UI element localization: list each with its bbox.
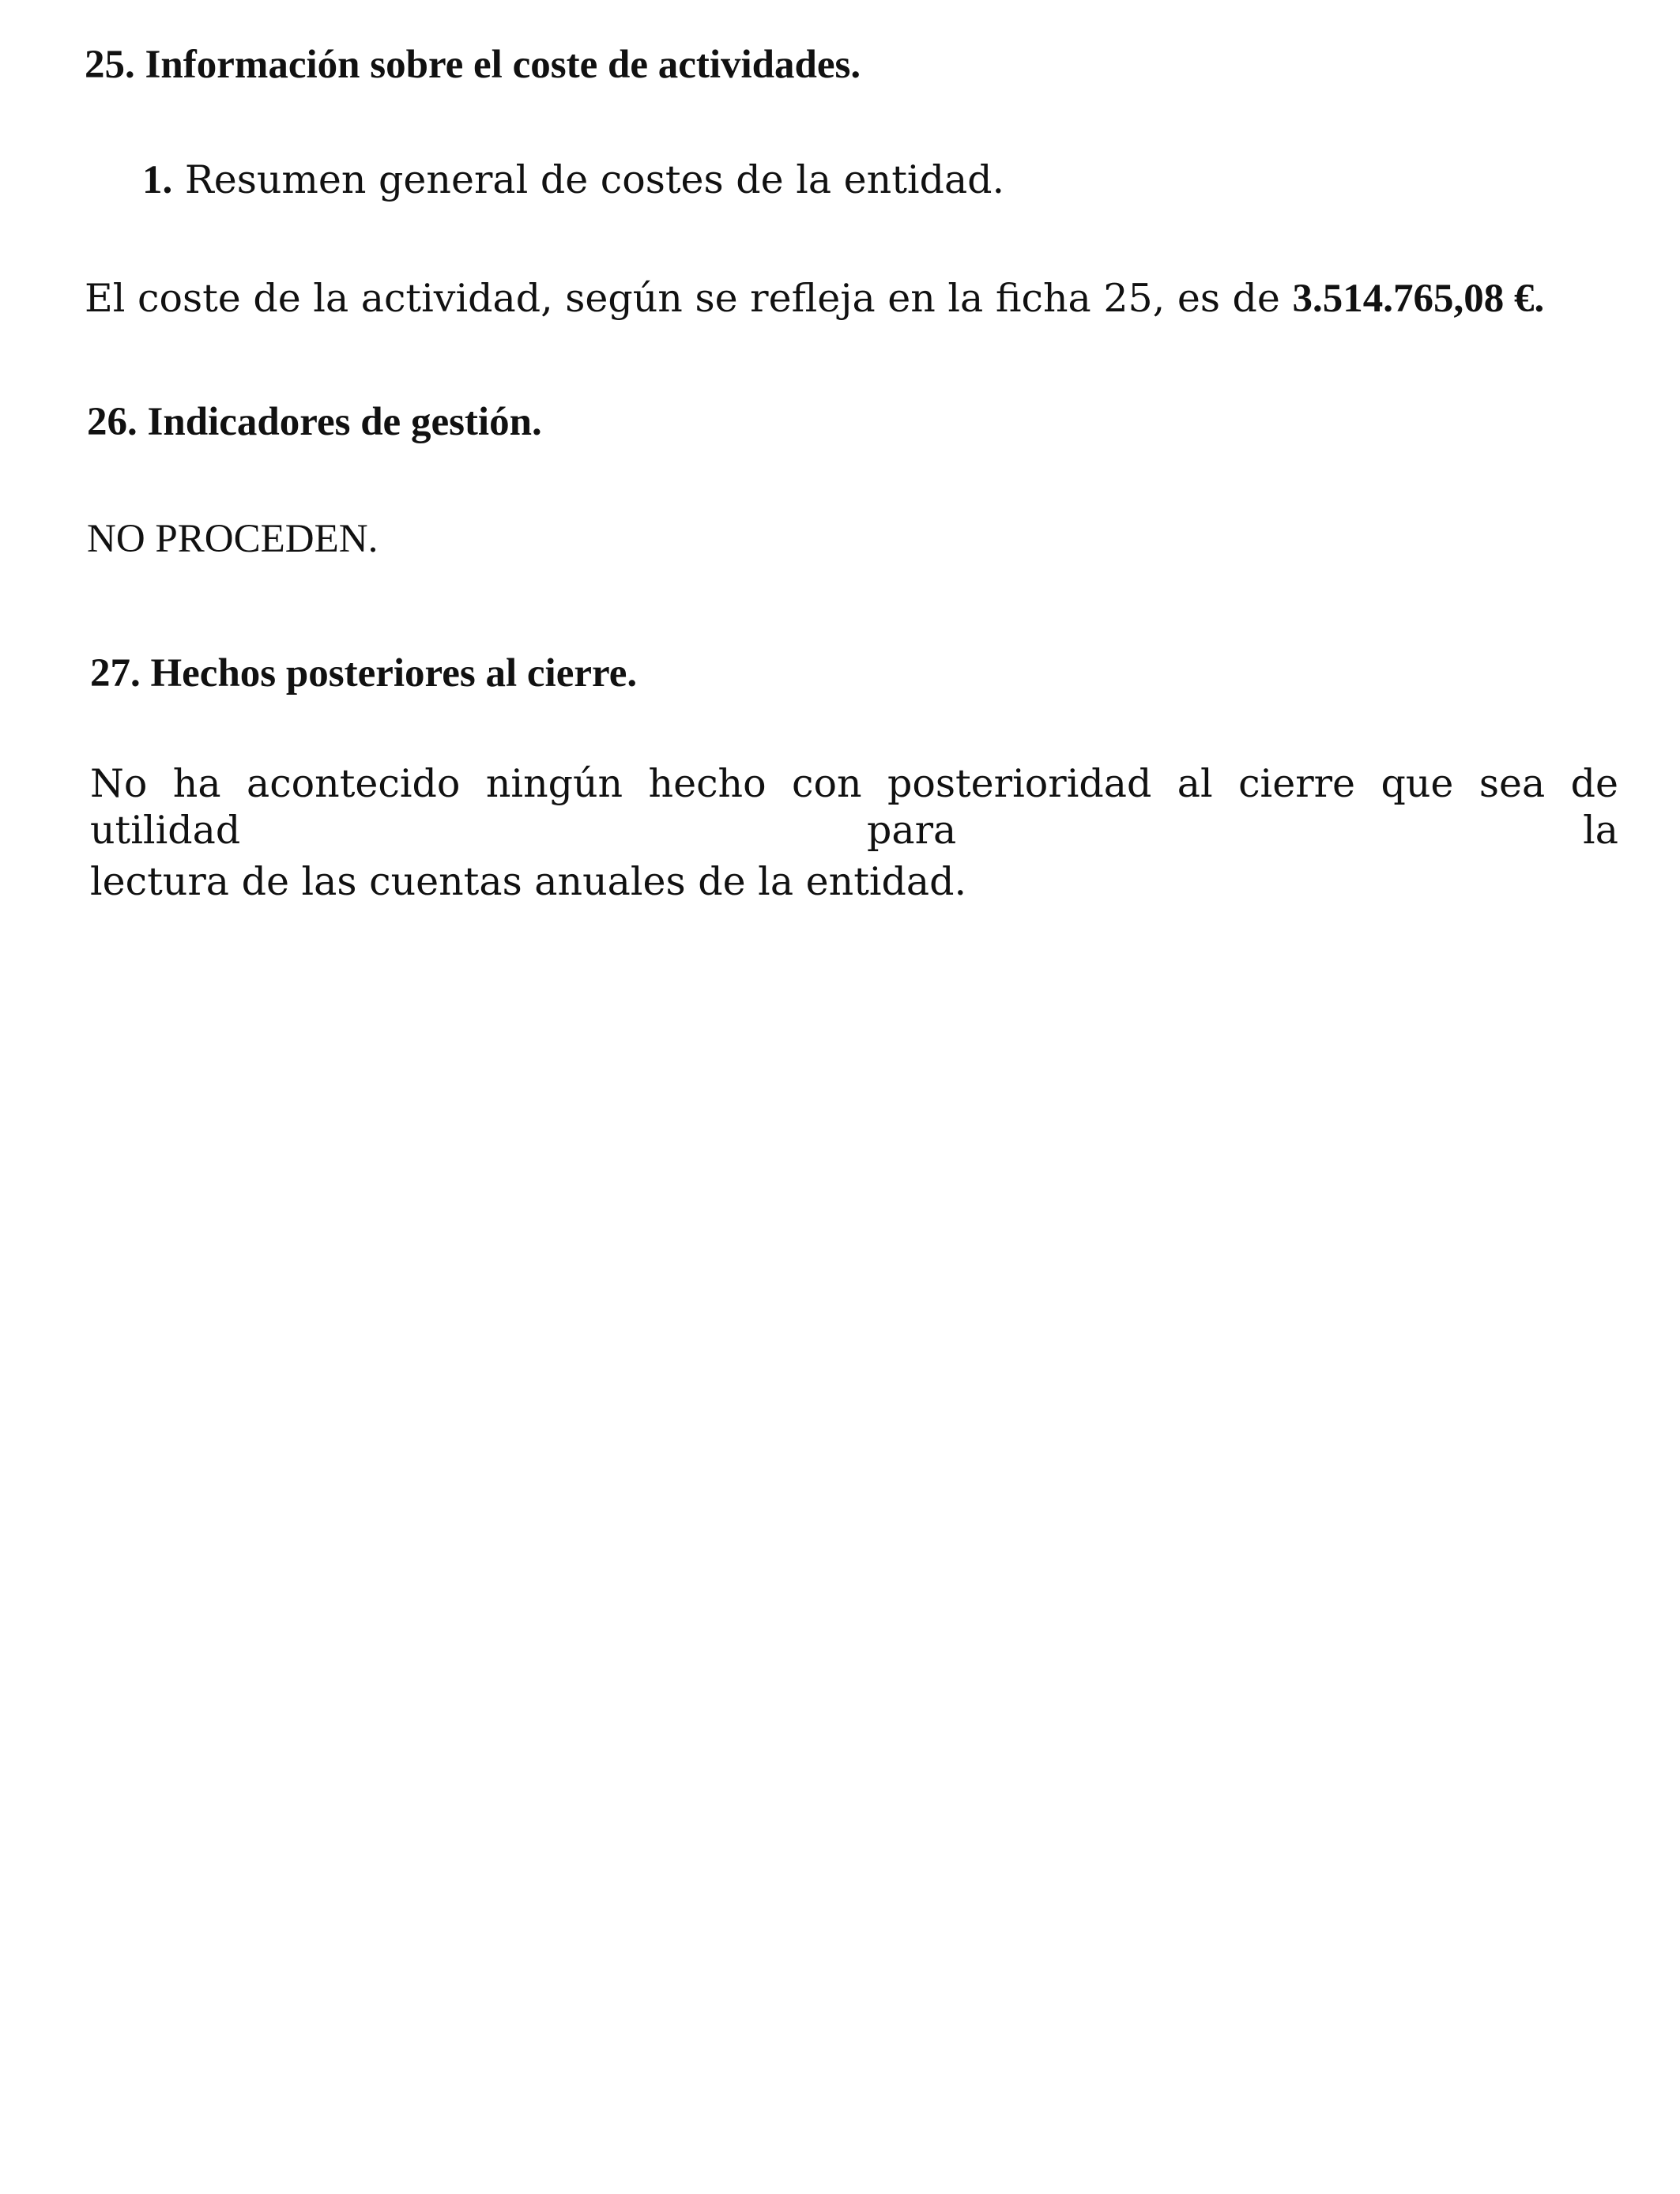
- cost-sentence: El coste de la actividad, según se refleja en la ficha 25, es de: [85, 276, 1293, 321]
- section-26-heading: 26. Indicadores de gestión.: [87, 400, 542, 444]
- subsection-title: Resumen general de costes de la entidad.: [172, 157, 1005, 202]
- subsection-number: 1.: [142, 158, 173, 202]
- section-25-heading: 25. Información sobre el coste de actividades.: [85, 43, 861, 87]
- section-27-body-line-1: No ha acontecido ningún hecho con posterioridad al cierre que sea de utilidad para la: [90, 761, 1618, 853]
- section-27-heading: 27. Hechos posteriores al cierre.: [90, 651, 638, 696]
- section-27-body-line-2: lectura de las cuentas anuales de la entidad.: [90, 858, 967, 904]
- section-26-body: NO PROCEDEN.: [87, 517, 379, 561]
- section-27-body: [90, 761, 1618, 905]
- section-25-subsection: [142, 156, 1004, 205]
- cost-amount: 3.514.765,08 €.: [1292, 277, 1545, 321]
- section-25-body: [85, 275, 1544, 323]
